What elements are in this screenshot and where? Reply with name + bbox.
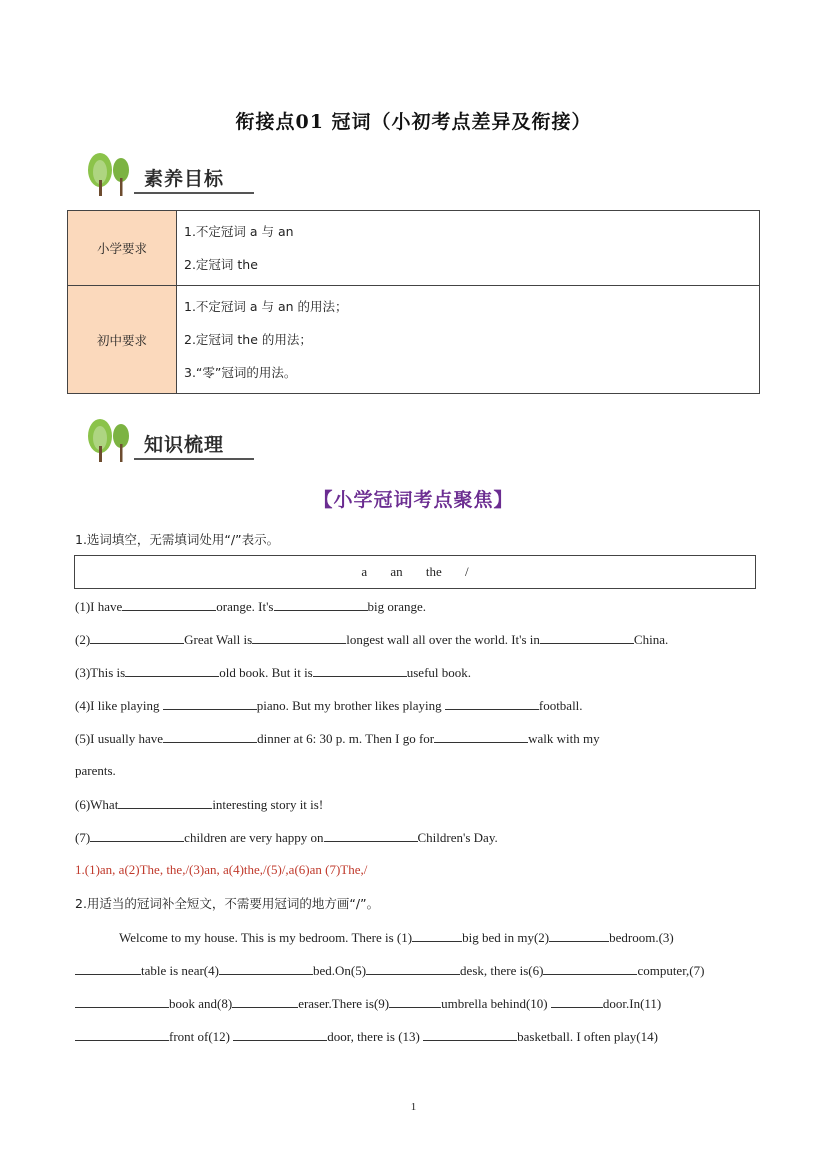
question-text: (4)I like playing — [75, 698, 160, 713]
word-bank — [74, 555, 756, 589]
question-text: China. — [633, 632, 669, 647]
answer-blank[interactable] — [252, 631, 346, 644]
question-text: longest wall all over the world. It's in — [346, 632, 540, 647]
answer-blank[interactable] — [434, 730, 528, 743]
answer-blank[interactable] — [543, 962, 637, 975]
question-text: (5)I usually have — [75, 731, 164, 746]
passage-text: bed.On(5) — [312, 963, 367, 978]
answer-blank[interactable] — [118, 796, 212, 809]
question-text: Children's Day. — [417, 830, 498, 845]
passage-text: table is near(4) — [141, 963, 219, 978]
answer-blank[interactable] — [163, 697, 257, 710]
question-text: football. — [538, 698, 583, 713]
question-text: (2) — [75, 632, 91, 647]
answer-blank[interactable] — [540, 631, 634, 644]
question-4 — [75, 697, 583, 714]
passage-text: basketball. I often play(14) — [517, 1029, 658, 1044]
answer-blank[interactable] — [389, 995, 441, 1008]
question-text: old book. But it is — [219, 665, 313, 680]
answer-blank[interactable] — [324, 829, 418, 842]
section-underline — [134, 458, 254, 460]
answer-blank[interactable] — [274, 598, 368, 611]
table-row — [68, 286, 760, 394]
passage-text: door.In(11) — [602, 996, 662, 1011]
answer-blank[interactable] — [551, 995, 603, 1008]
goal-item: 2.定冠词 the 的用法； — [184, 332, 312, 347]
passage-text: book and(8) — [169, 996, 233, 1011]
answer-blank[interactable] — [75, 995, 169, 1008]
table-row — [68, 211, 760, 286]
answer-blank[interactable] — [549, 929, 609, 942]
question-1 — [75, 598, 426, 615]
question-text: (1)I have — [75, 599, 123, 614]
passage-line-1 — [119, 929, 674, 946]
row-label-primary: 小学要求 — [68, 211, 177, 286]
passage-text: desk, there is(6) — [460, 963, 544, 978]
answer-blank[interactable] — [75, 1028, 169, 1041]
word-option: a — [361, 564, 368, 579]
exercise1-instruction: 1.选词填空，无需填词处用“/”表示。 — [75, 532, 280, 547]
question-text: useful book. — [406, 665, 472, 680]
answer-blank[interactable] — [233, 1028, 327, 1041]
question-2 — [75, 631, 668, 648]
answer-key: 1.(1)an, a(2)The, the,/(3)an, a(4)the,/(5)/,a(6)an (7)The,/ — [75, 862, 368, 877]
question-text: (6)What — [75, 797, 119, 812]
question-3 — [75, 664, 471, 681]
goal-item: 1.不定冠词 a 与 an 的用法； — [184, 299, 348, 314]
question-text: (7) — [75, 830, 91, 845]
goal-item: 2.定冠词 the — [184, 257, 258, 272]
section-header-knowledge — [84, 416, 259, 464]
passage-line-3 — [75, 995, 661, 1012]
answer-blank[interactable] — [122, 598, 216, 611]
answer-blank[interactable] — [90, 631, 184, 644]
section-underline — [134, 192, 254, 194]
question-text: orange. It's — [216, 599, 274, 614]
page-number: 1 — [410, 1101, 417, 1113]
section-header-goals — [84, 150, 259, 198]
passage-text: front of(12) — [169, 1029, 234, 1044]
goals-table — [67, 210, 760, 394]
passage-line-4 — [75, 1028, 658, 1045]
passage-text: eraser.There is(9) — [298, 996, 390, 1011]
passage-text: big bed in my(2) — [462, 930, 550, 945]
passage-text: computer,(7) — [637, 963, 705, 978]
question-text: dinner at 6: 30 p. m. Then I go for — [257, 731, 435, 746]
answer-blank[interactable] — [423, 1028, 517, 1041]
page-title: 衔接点01 冠词（小初考点差异及衔接） — [235, 111, 592, 133]
goal-item: 3.“零”冠词的用法。 — [184, 365, 297, 380]
question-text: walk with my — [528, 731, 600, 746]
question-5-cont: parents. — [75, 763, 116, 778]
word-option: / — [465, 564, 469, 579]
answer-blank[interactable] — [90, 829, 184, 842]
answer-blank[interactable] — [75, 962, 141, 975]
passage-line-2 — [75, 962, 704, 979]
question-text: (3)This is — [75, 665, 126, 680]
passage-text: umbrella behind(10) — [441, 996, 548, 1011]
question-text: children are very happy on — [184, 830, 324, 845]
answer-blank[interactable] — [412, 929, 462, 942]
question-text: Great Wall is — [184, 632, 253, 647]
word-option: an — [390, 564, 403, 579]
question-text: piano. But my brother likes playing — [256, 698, 442, 713]
answer-blank[interactable] — [163, 730, 257, 743]
tree-icon — [84, 150, 136, 198]
focus-title: 【小学冠词考点聚焦】 — [313, 489, 514, 511]
question-5 — [75, 730, 600, 747]
passage-text: bedroom.(3) — [609, 930, 674, 945]
passage-text: door, there is (13) — [327, 1029, 424, 1044]
answer-blank[interactable] — [125, 664, 219, 677]
question-text: big orange. — [367, 599, 426, 614]
row-label-junior: 初中要求 — [68, 286, 177, 394]
section-heading-goals: 素养目标 — [144, 168, 225, 190]
answer-blank[interactable] — [313, 664, 407, 677]
exercise2-instruction: 2.用适当的冠词补全短文，不需要用冠词的地方画“/”。 — [75, 896, 380, 911]
question-7 — [75, 829, 498, 846]
question-text: interesting story it is! — [212, 797, 324, 812]
answer-blank[interactable] — [219, 962, 313, 975]
section-heading-knowledge: 知识梳理 — [144, 434, 225, 456]
row-items-junior — [177, 286, 760, 394]
row-items-primary — [177, 211, 760, 286]
answer-blank[interactable] — [232, 995, 298, 1008]
question-6 — [75, 796, 323, 813]
answer-blank[interactable] — [366, 962, 460, 975]
tree-icon — [84, 416, 136, 464]
word-option: the — [425, 564, 442, 579]
goal-item: 1.不定冠词 a 与 an — [184, 224, 294, 239]
answer-blank[interactable] — [445, 697, 539, 710]
passage-text: Welcome to my house. This is my bedroom. There is (1) — [119, 930, 413, 945]
